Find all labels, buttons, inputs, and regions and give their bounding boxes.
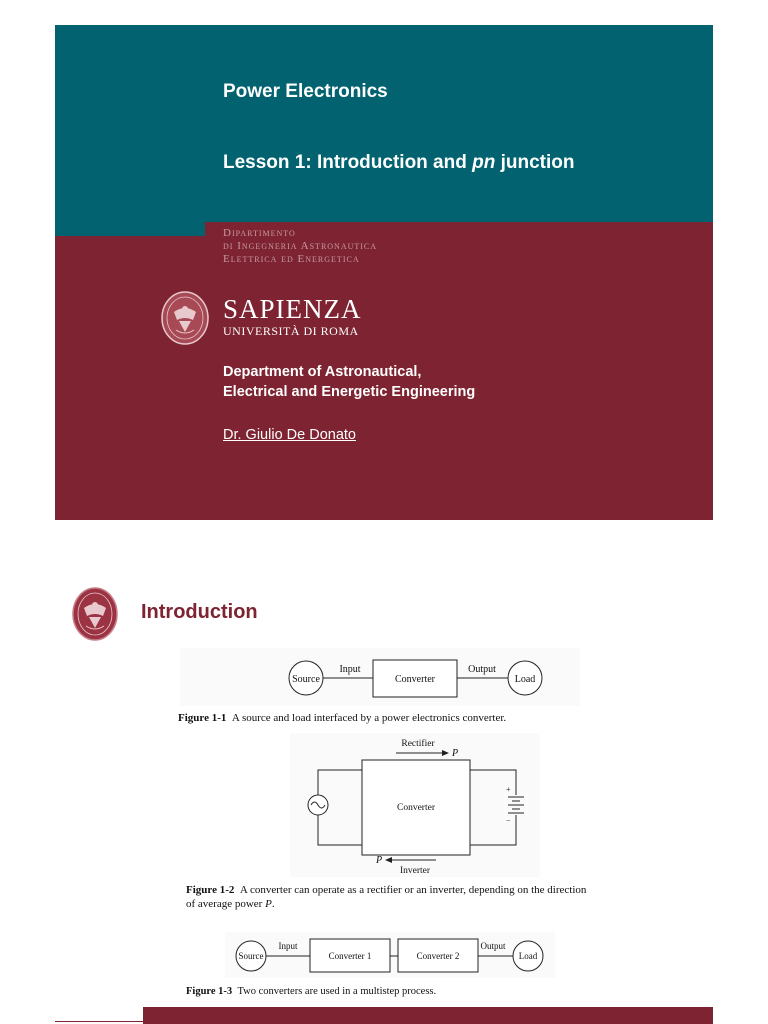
fig2-plus-label: + [506,785,511,794]
fig3-caption-text: Two converters are used in a multistep process. [237,986,437,997]
fig2-p-bottom-label: P [376,855,383,866]
title-slide [55,25,713,520]
lesson-title-suffix: junction [495,152,575,173]
lesson-title [223,152,575,174]
lesson-title-prefix: Lesson 1: Introduction and [223,152,473,173]
slide-title: Introduction [141,601,258,623]
fig2-caption-text-2-italic: P [265,898,272,910]
department-header-line-3: Elettrica ed Energetica [223,253,360,265]
fig3-output-label: Output [480,941,506,951]
fig2-caption-text-2-suffix: . [271,898,275,910]
figure-1-2-diagram [290,733,540,877]
figure-1-1-diagram [180,648,580,706]
fig3-converter1-label: Converter 1 [328,951,372,961]
fig2-caption-line-2 [186,897,646,911]
fig3-source-label: Source [238,951,264,961]
figure-1-2-caption [186,883,646,911]
fig2-minus-label: − [506,816,511,825]
department-header-line-1: Dipartimento [223,227,296,239]
fig2-rectifier-label: Rectifier [401,739,435,749]
figure-1-3 [225,932,555,978]
figure-1-3-caption [186,985,436,999]
footer-line [55,1021,143,1022]
fig2-p-top-label: P [452,748,459,759]
fig1-input-label: Input [339,664,361,675]
fig2-caption-label: Figure 1-2 [186,884,235,896]
fig3-converter2-label: Converter 2 [416,951,460,961]
fig2-caption-line-1 [186,883,646,897]
battery-icon [508,797,524,813]
teal-header-band [55,25,713,222]
figure-1-2 [290,733,540,877]
fig2-converter-label: Converter [397,803,435,813]
university-name: SAPIENZA [223,294,362,324]
department-name-line-1: Department of Astronautical, [223,364,422,380]
course-title: Power Electronics [223,81,388,102]
fig1-load-label: Load [514,674,536,685]
fig2-caption-text-2-prefix: of average power [186,898,266,910]
fig3-caption-label: Figure 1-3 [186,986,233,997]
department-name-line-2: Electrical and Energetic Engineering [223,384,476,400]
figure-1-1 [180,648,580,706]
fig3-input-label: Input [278,941,298,951]
university-subtitle: UNIVERSITÀ DI ROMA [223,324,359,338]
fig1-caption-text: A source and load interfaced by a power electronics converter. [231,712,507,724]
fig2-inverter-label: Inverter [399,866,431,876]
department-header [223,227,377,266]
department-name [223,362,475,402]
department-header-line-2: di Ingegneria Astronautica [223,240,378,252]
figure-1-3-diagram [225,932,555,978]
fig1-caption-label: Figure 1-1 [178,712,227,724]
fig3-load-label: Load [518,951,538,961]
footer-band [143,1007,713,1024]
fig1-output-label: Output [468,664,496,675]
fig2-caption-text: A converter can operate as a rectifier or an inverter, depending on the direction [239,884,587,896]
sapienza-seal-icon [72,586,118,642]
sapienza-seal-icon [160,290,210,346]
author-link[interactable]: Dr. Giulio De Donato [223,427,356,443]
fig1-converter-label: Converter [395,674,435,685]
teal-notch [55,222,205,236]
figure-1-1-caption [178,711,506,725]
fig1-source-label: Source [292,674,320,685]
lesson-title-italic: pn [472,152,496,173]
